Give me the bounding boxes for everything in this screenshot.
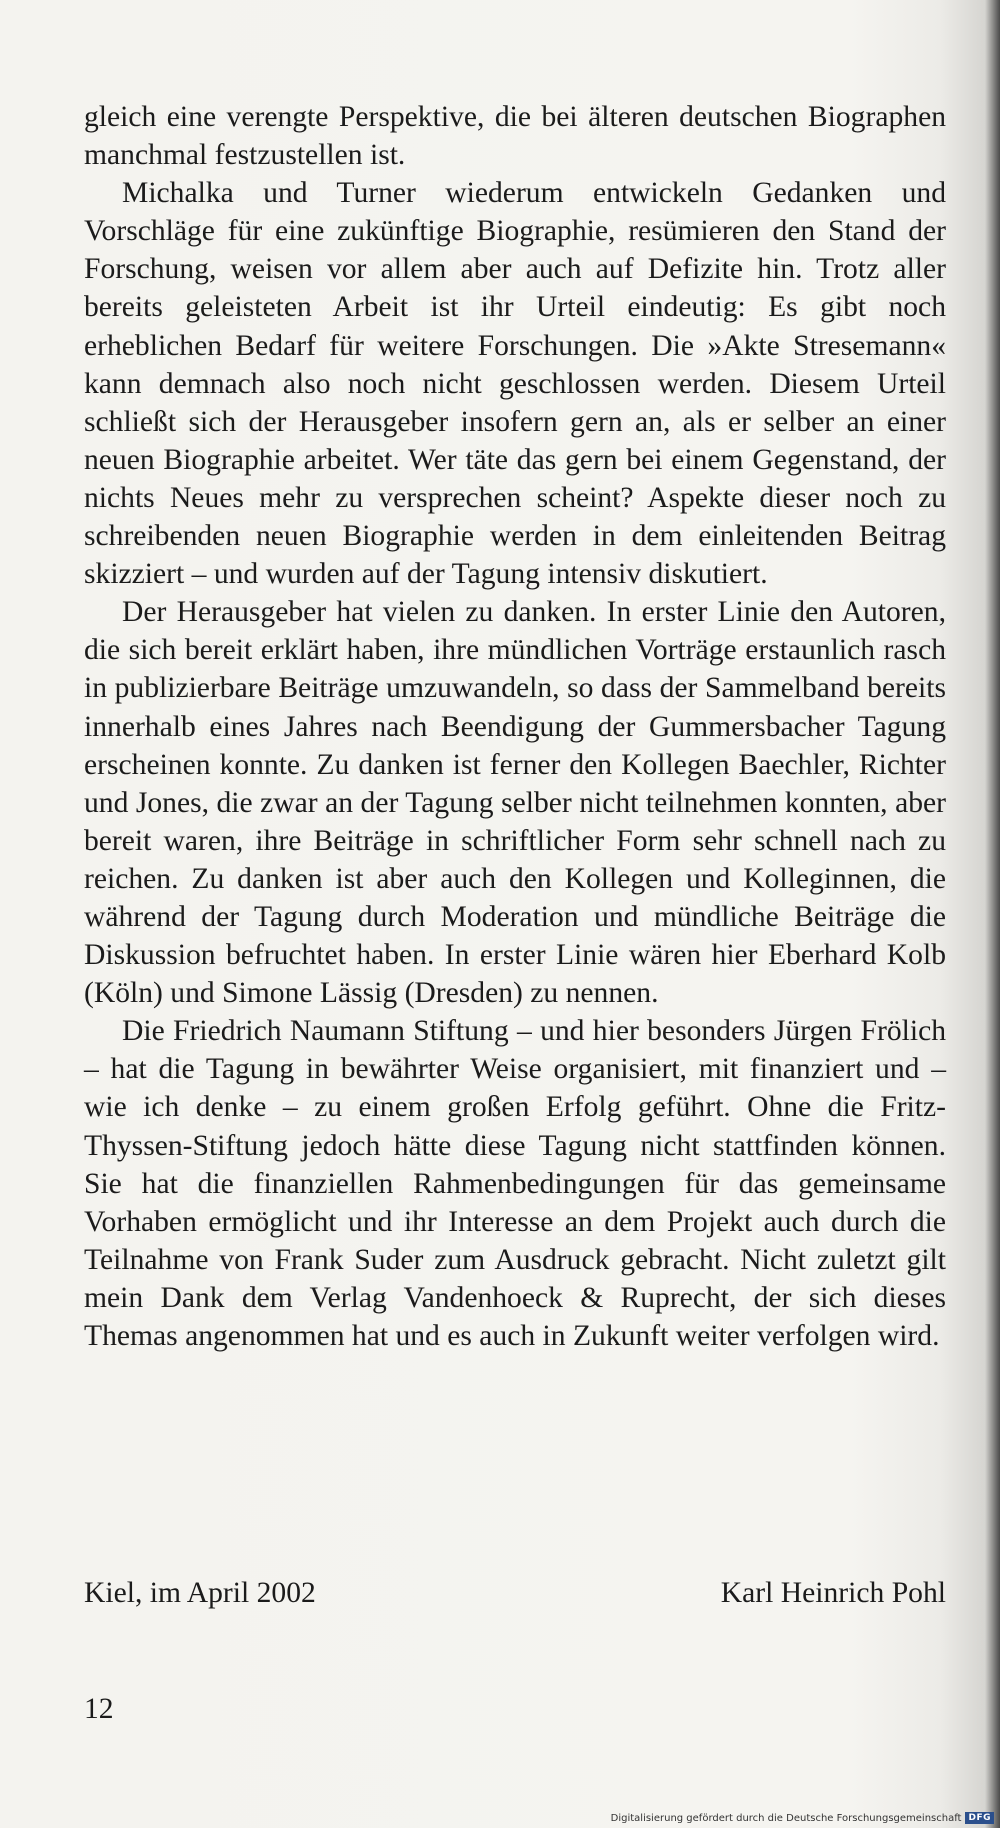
digitization-footer [611,1812,994,1824]
dfg-logo: DFG [965,1812,994,1824]
paragraph-3: Der Herausgeber hat vielen zu danken. In erster Linie den Autoren, die sich bereit erklärt haben, ihre mündlichen Vorträge erstaunlich rasch in publizierbare Beiträge umzuwandeln, so dass der Sammelband bereits innerhalb eines Jahres nach Beendigung der Gummersbacher Tagung erscheinen konnte. Zu danken ist ferner den Kollegen Baechler, Richter und Jones, die zwar an der Tagung selber nicht teilnehmen konnten, aber bereit waren, ihre Beiträge in schriftlicher Form sehr schnell nach zu reichen. Zu danken ist aber auch den Kollegen und Kolleginnen, die während der Tagung durch Moderation und mündliche Beiträge die Diskussion befruchtet haben. In erster Linie wären hier Eberhard Kolb (Köln) und Simone Lässig (Dresden) zu nennen. [84,596,946,1010]
signature-line [84,1574,946,1614]
body-text [84,98,946,1355]
digitization-credit: Digitalisierung gefördert durch die Deutsche Forschungsgemeinschaft [610,1812,962,1824]
place-date: Kiel, im April 2002 [84,1577,316,1609]
author-name: Karl Heinrich Pohl [720,1577,946,1609]
page-number: 12 [84,1693,114,1725]
paragraph-2: Michalka und Turner wiederum entwickeln Gedanken und Vorschläge für eine zukünftige Biographie, resümieren den Stand der Forschung, weisen vor allem aber auch auf Defizite hin. Trotz aller bereits geleisteten Arbeit ist ihr Urteil eindeutig: Es gibt noch erheblichen Bedarf für weitere Forschungen. Die »Akte Stresemann« kann demnach also noch nicht geschlossen werden. Diesem Urteil schließt sich der Herausgeber insofern gern an, als er selber an einer neuen Biographie arbeitet. Wer täte das gern bei einem Gegenstand, der nichts Neues mehr zu versprechen scheint? Aspekte dieser noch zu schreibenden neuen Biographie werden in dem einleitenden Beitrag skizziert – und wurden auf der Tagung intensiv diskutiert. [84,177,946,591]
paragraph-4: Die Friedrich Naumann Stiftung – und hier besonders Jürgen Frölich – hat die Tagung in bewährter Weise organisiert, mit finanziert und – wie ich denke – zu einem großen Erfolg geführt. Ohne die Fritz-Thyssen-Stiftung jedoch hätte diese Tagung nicht stattfinden können. Sie hat die finanziellen Rahmenbedingungen für das gemeinsame Vorhaben ermöglicht und ihr Interesse an dem Projekt auch durch die Teilnahme von Frank Suder zum Ausdruck gebracht. Nicht zuletzt gilt mein Dank dem Verlag Vandenhoeck & Ruprecht, der sich dieses Themas angenommen hat und es auch in Zukunft weiter verfolgen wird. [84,1015,946,1352]
paragraph-1: gleich eine verengte Perspektive, die bei älteren deutschen Biographen manchmal festzustellen ist. [84,101,946,172]
